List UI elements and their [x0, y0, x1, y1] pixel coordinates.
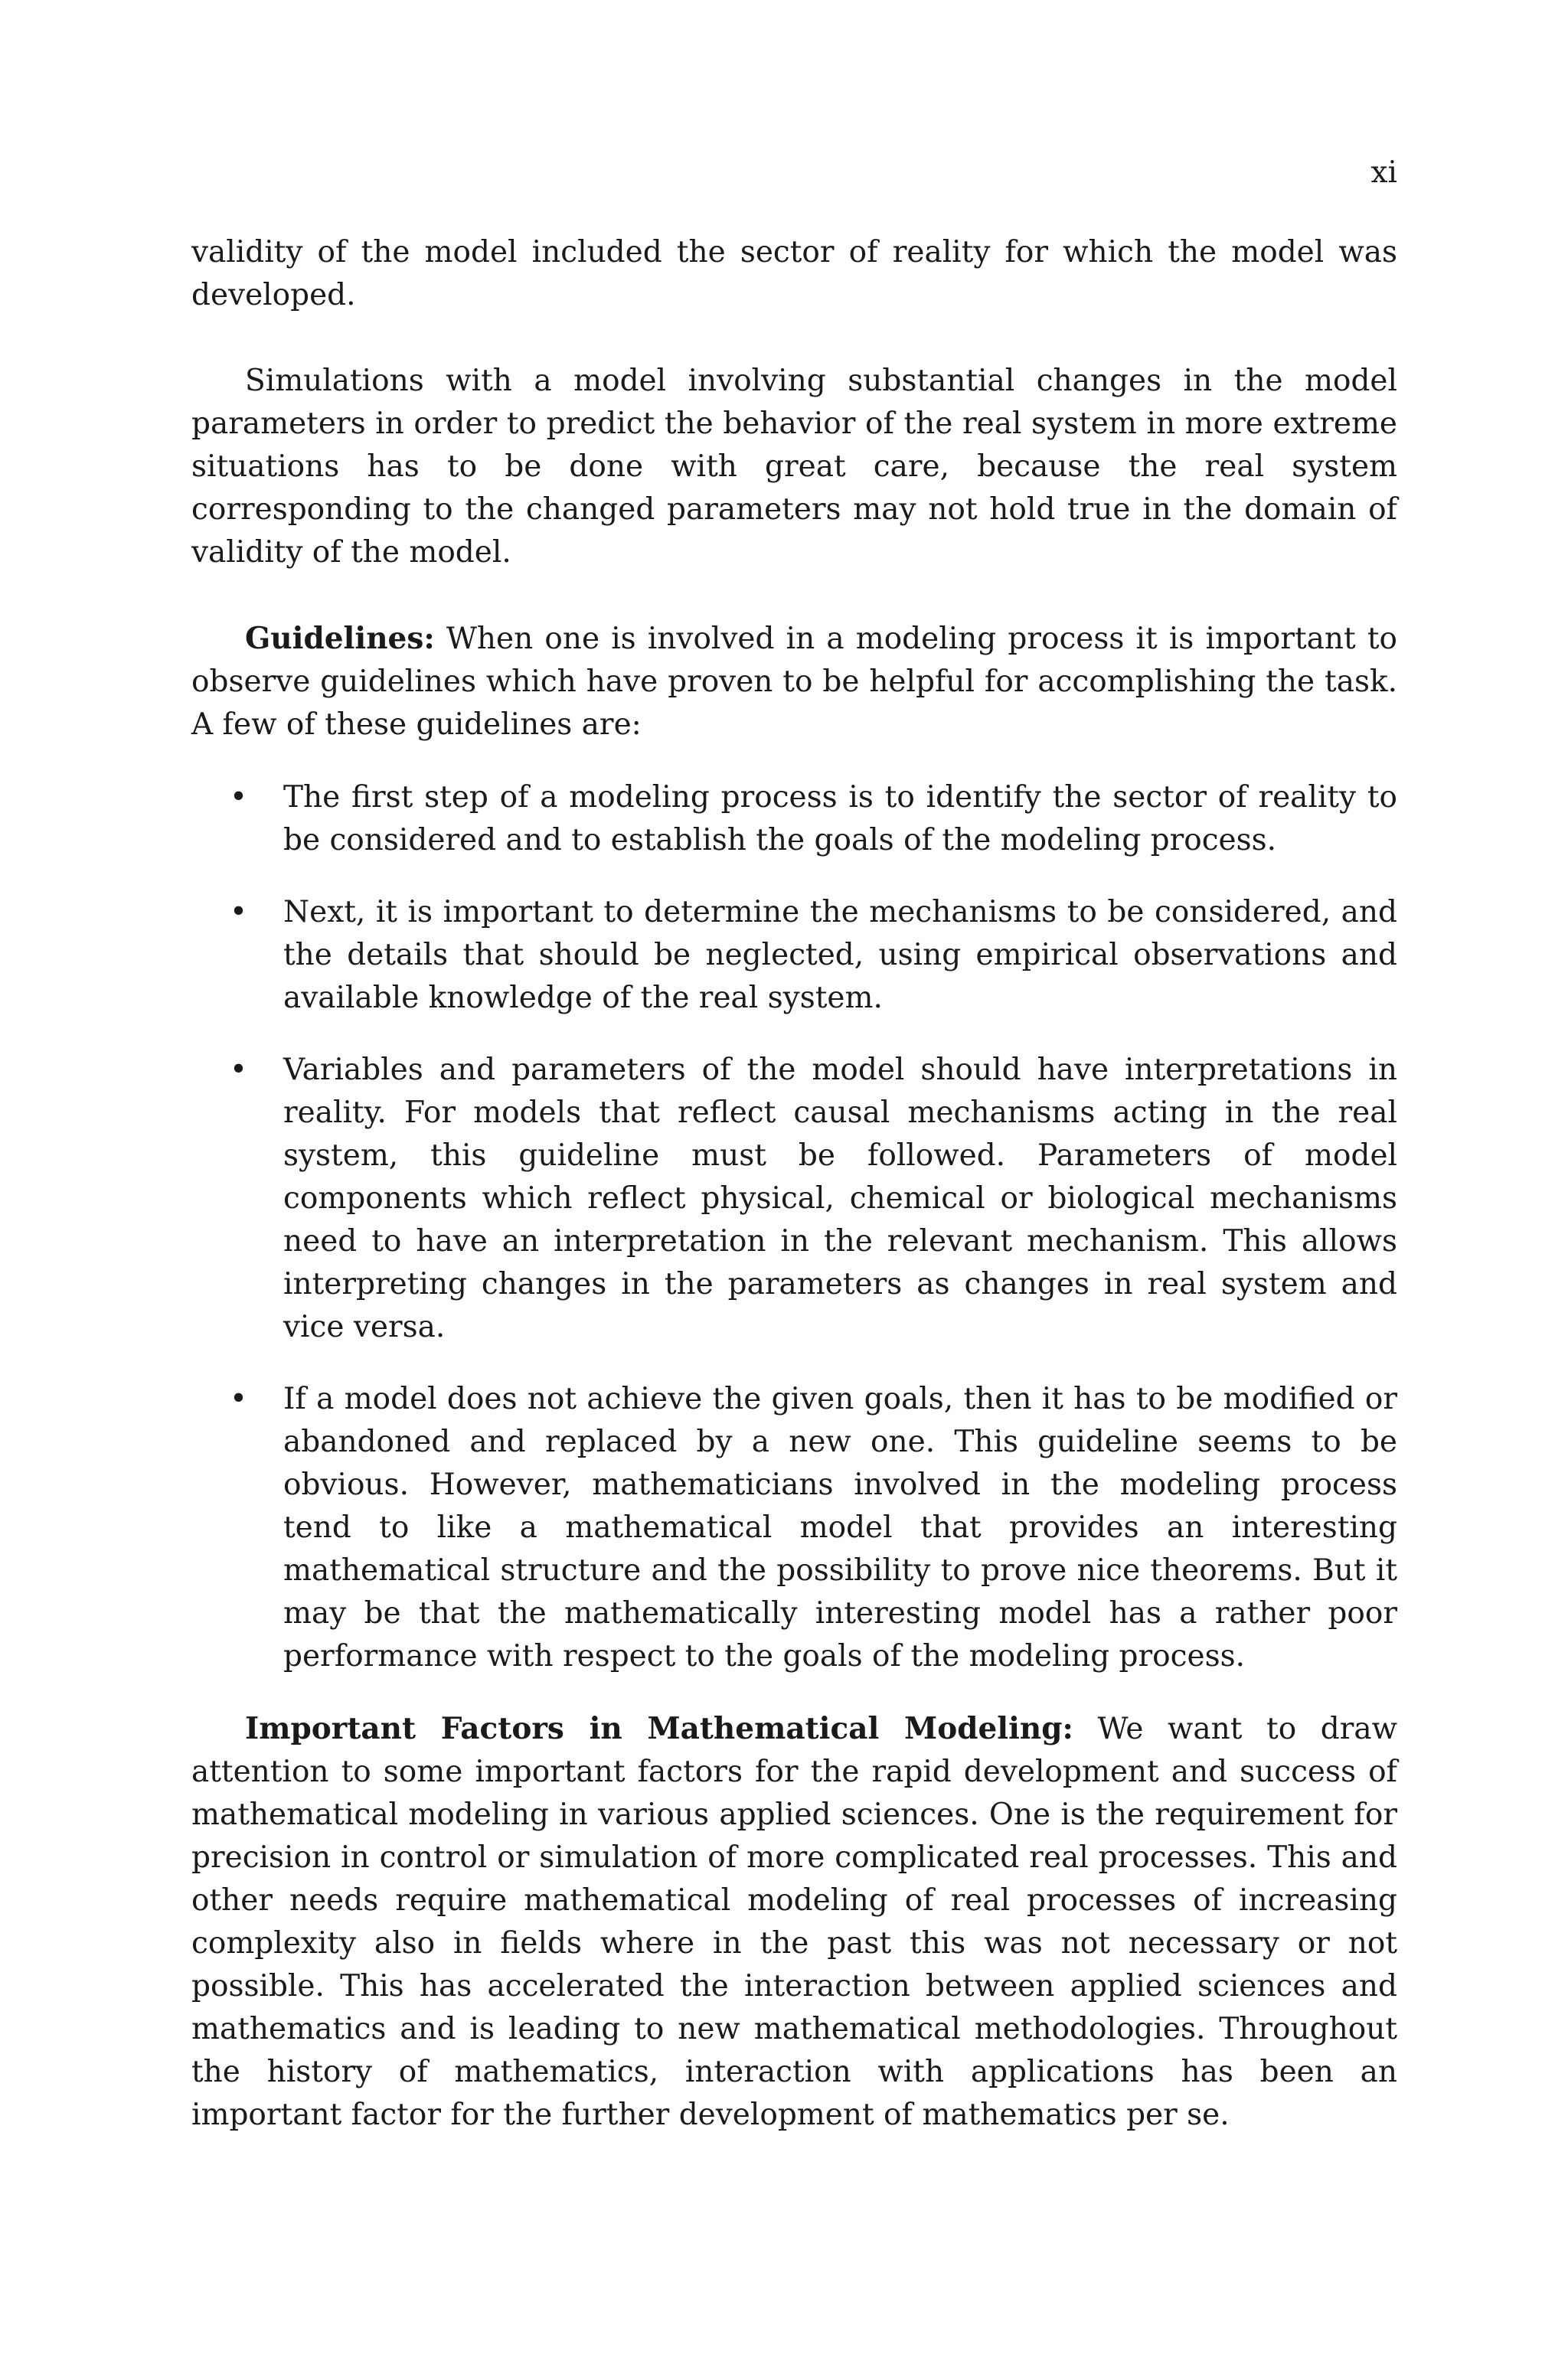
- paragraph-guidelines: [191, 617, 1397, 746]
- list-item: [191, 1378, 1397, 1678]
- important-factors-body: We want to draw attention to some important factors for the rapid development and success of mathematical modeling in various applied sciences. One is the requirement for precision in control or simulation of more complicated real processes. This and other needs require mathematical modeling of real processes of increasing complexity also in fields where in the past this was not necessary or not possible. This has accelerated the interaction between applied sciences and mathematics and is leading to new mathematical methodologies. Throughout the history of mathematics, interaction with applications has been an important factor for the further development of mathematics per se.: [191, 1712, 1397, 2132]
- list-item-text: Variables and parameters of the model should have interpretations in reality. For models that reflect causal mechanisms acting in the real system, this guideline must be followed. Parameters of model components which reflect physical, chemical or biological mechanisms need to have an interpretation in the relevant mechanism. This allows interpreting changes in the parameters as changes in real system and vice versa.: [283, 1053, 1397, 1344]
- important-factors-heading: Important Factors in Mathematical Modeling:: [245, 1711, 1073, 1746]
- guidelines-heading: Guidelines:: [245, 621, 435, 656]
- bullet-icon: •: [230, 780, 248, 815]
- list-item: [191, 891, 1397, 1020]
- bullet-icon: •: [230, 1053, 248, 1087]
- paragraph-important-factors: [191, 1707, 1397, 2137]
- list-item-text: The first step of a modeling process is to identify the sector of reality to be considered and to establish the goals of the modeling process.: [283, 780, 1397, 857]
- paragraph-simulations: Simulations with a model involving substantial changes in the model parameters in order to predict the behavior of the real system in more extreme situations has to be done with great care, because the real system corresponding to the changed parameters may not hold true in the domain of validity of the model.: [191, 364, 1397, 570]
- list-item-text: If a model does not achieve the given goals, then it has to be modified or abandoned and replaced by a new one. This guideline seems to be obvious. However, mathematicians involved in the modeling process tend to like a mathematical model that provides an interesting mathematical structure and the possibility to prove nice theorems. But it may be that the mathematically interesting model has a rather poor performance with respect to the goals of the modeling process.: [283, 1382, 1397, 1674]
- guidelines-body: When one is involved in a modeling process it is important to observe guidelines which have proven to be helpful for accomplishing the task. A few of these guidelines are:: [191, 622, 1397, 742]
- page-number: xi: [1370, 155, 1397, 190]
- list-item: [191, 776, 1397, 862]
- guidelines-list: [191, 776, 1397, 1707]
- bullet-icon: •: [230, 1382, 248, 1416]
- list-item-text: Next, it is important to determine the mechanisms to be considered, and the details that should be neglected, using empirical observations and available knowledge of the real system.: [283, 895, 1397, 1015]
- bullet-icon: •: [230, 895, 248, 929]
- paragraph-continuation: validity of the model included the sector of reality for which the model was developed.: [191, 235, 1397, 312]
- list-item: [191, 1049, 1397, 1349]
